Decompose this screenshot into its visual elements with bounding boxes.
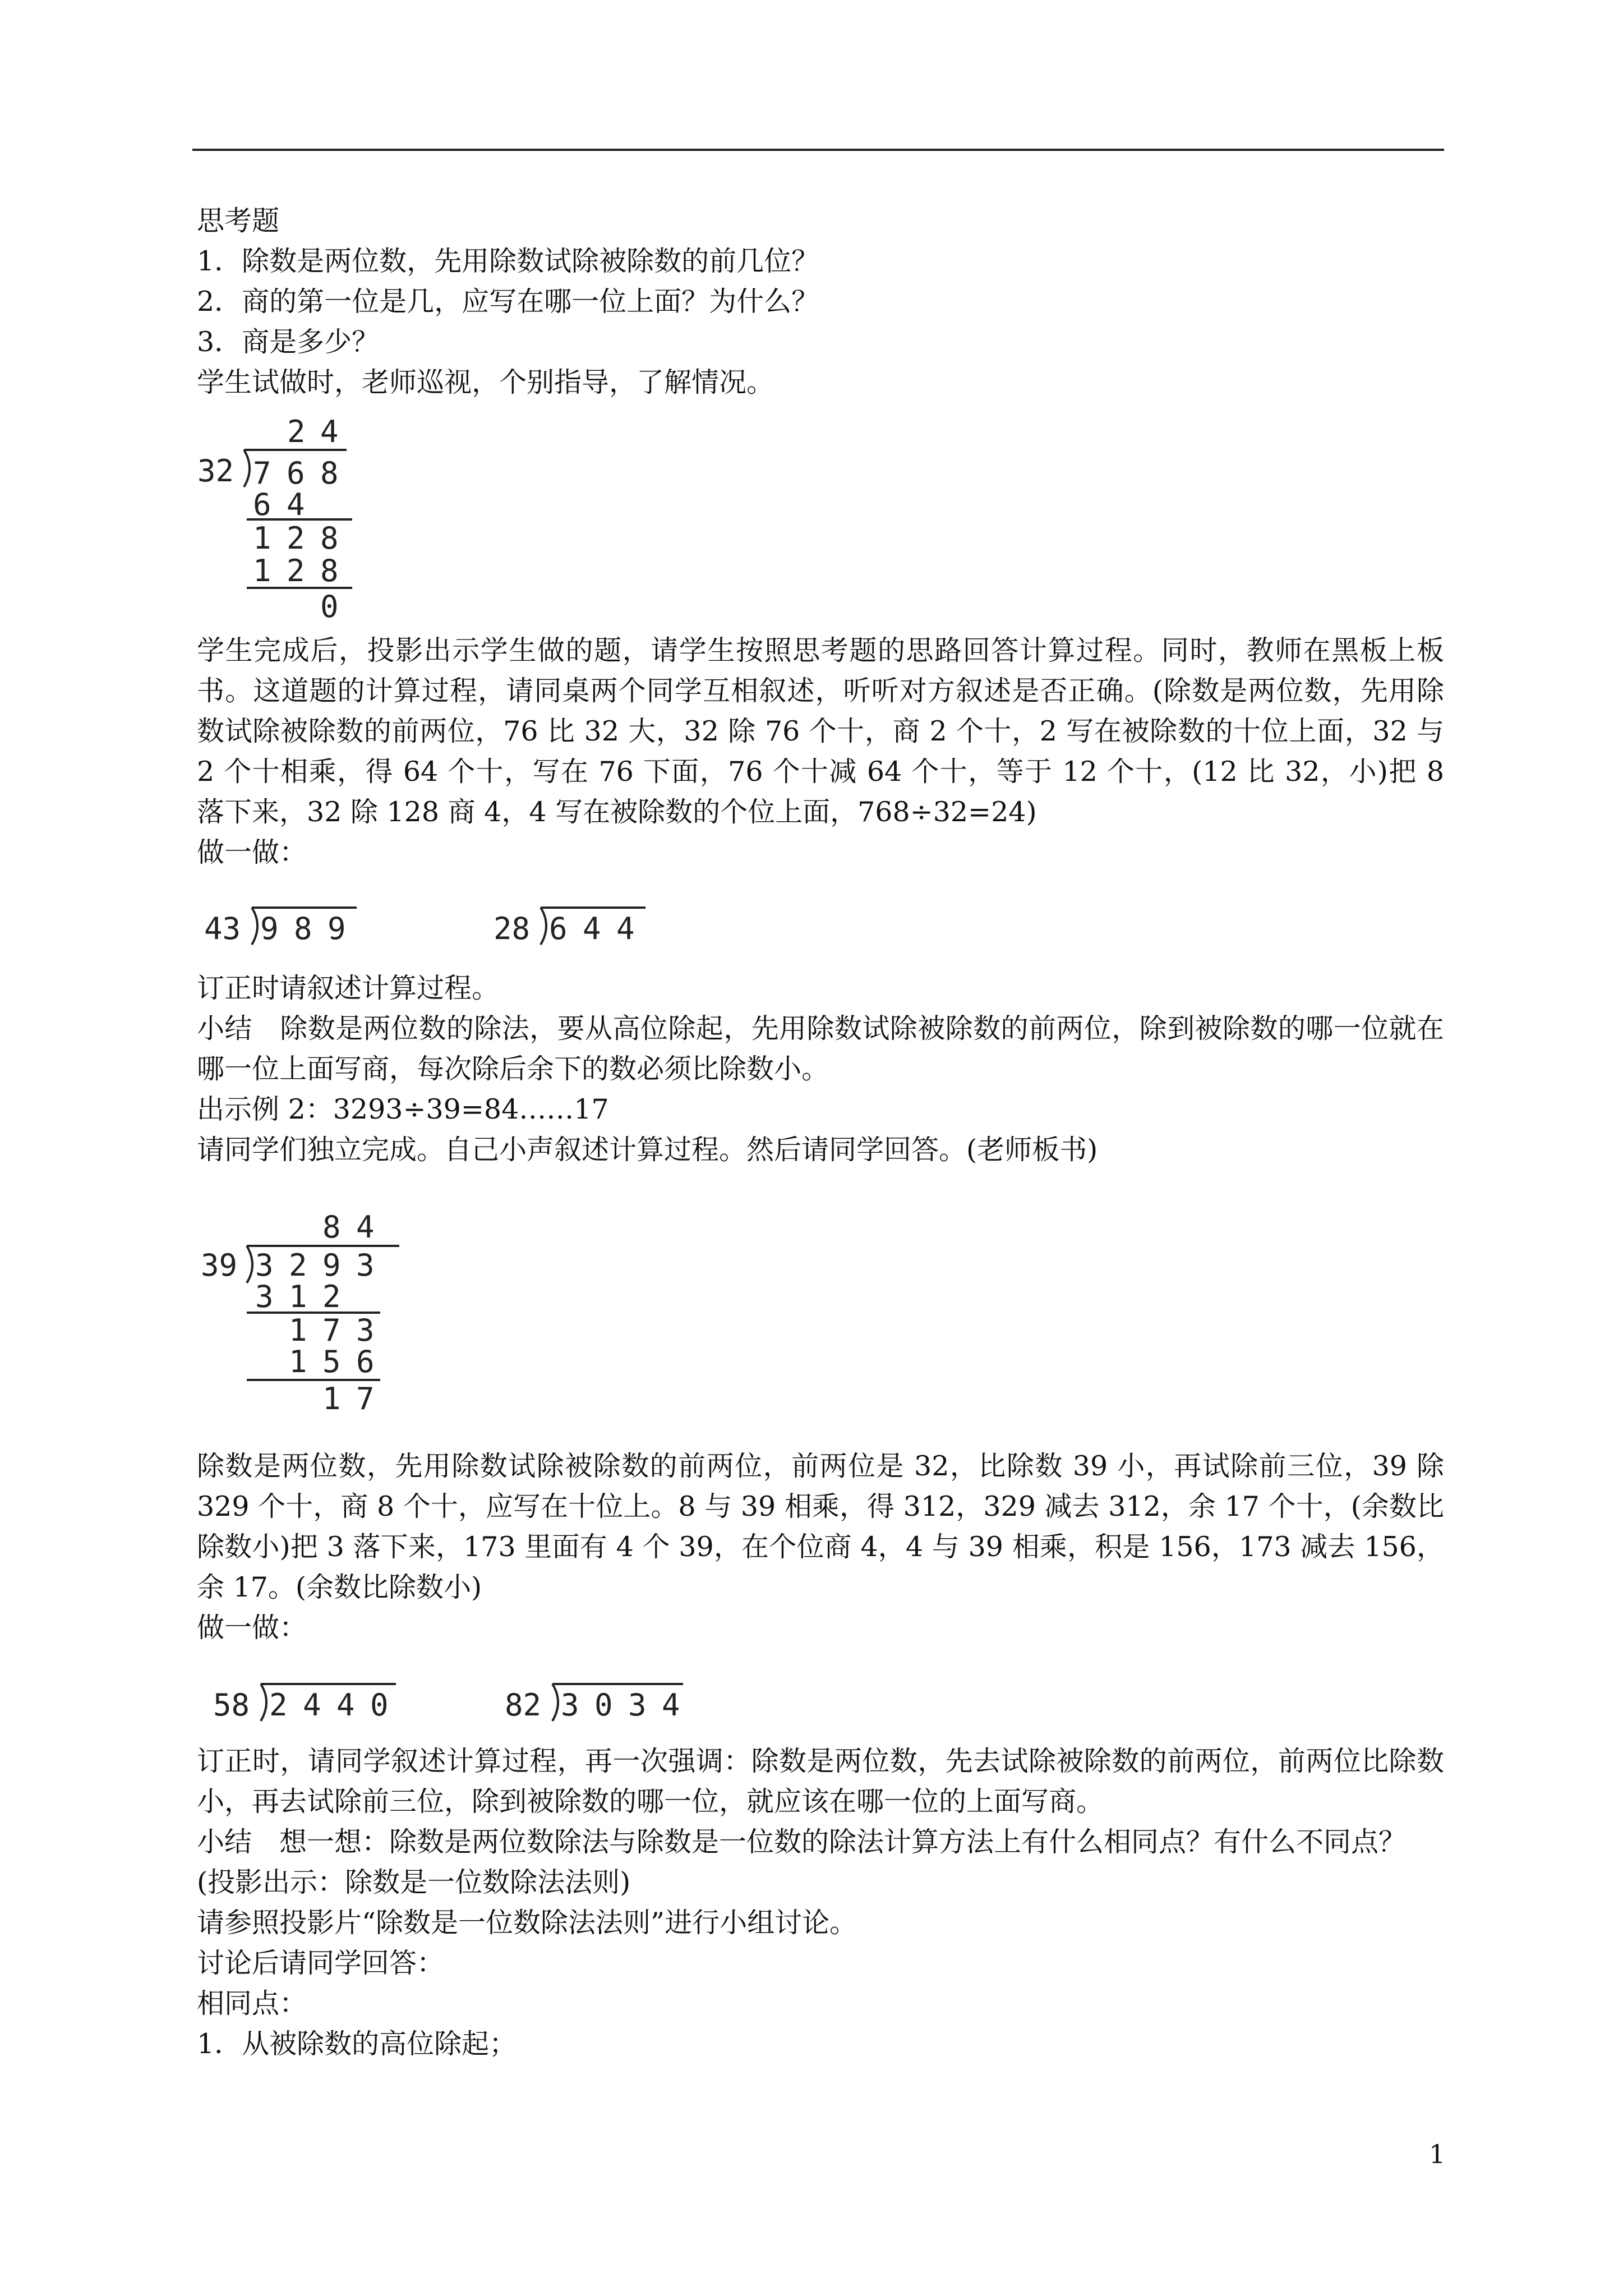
dividend-digit: 7 [253,455,271,491]
step-digit: 2 [287,553,305,588]
dividend-digit: 8 [294,911,312,946]
explanation-paragraph-1: 学生完成后，投影出示学生做的题，请学生按照思考题的思路回答计算过程。同时，教师在黑板上板书。这道题的计算过程，请同桌两个同学互相叙述，听听对方叙述是否正确。(除数是两位数，先用除数试除被除数的前两位，76 比 32 大，32 除 76 个十，商 2 个十，2 写在被除数的十位上面，32 与 2 个十相乘，得 64 个十，写在 76 下面，76 个十减 64 个十，等于 12 个十，(12 比 32，小)把 8 落下来，32 除 128 商 4，4 写在被除数的个位上面，768÷32=24) [197,634,1444,828]
dividend-digit: 6 [549,911,568,946]
think-title: 思考题 [197,205,280,237]
dividend-digit: 4 [583,911,601,946]
dividend-digit: 4 [303,1687,321,1723]
step-digit: 4 [287,487,305,522]
dividend-digit: 4 [336,1687,355,1723]
quotient-digit: 4 [356,1209,375,1245]
example-2: 出示例 2：3293÷39=84……17 [197,1093,609,1125]
quotient-digit: 4 [320,414,339,449]
step-digit: 2 [287,521,305,556]
trial-paragraph: 学生试做时，老师巡视，个别指导，了解情况。 [197,366,774,398]
dividend-digit: 0 [370,1687,389,1723]
explanation-paragraph-2: 除数是两位数，先用除数试除被除数的前两位，前两位是 32，比除数 39 小，再试除前三位，39 除 329 个十，商 8 个十，应写在十位上。8 与 39 相乘，得 312，329 减去 312，余 17 个十，(余数比除数小)把 3 落下来，173 里面有 4 个 39，在个位商 4，4 与 39 相乘，积是 156，173 减去 156，余 17。(余数比除数小) [197,1450,1444,1603]
correction-note-2: 订正时，请同学叙述计算过程，再一次强调：除数是两位数，先去试除被除数的前两位，前两位比除数小，再去试除前三位，除到被除数的哪一位，就应该在哪一位的上面写商。 [197,1745,1444,1818]
dividend-digit: 3 [628,1687,647,1723]
refer-slide: 请参照投影片“除数是一位数除法法则”进行小组讨论。 [197,1907,857,1939]
divisor: 39 [201,1248,238,1283]
step-digit: 3 [356,1313,375,1348]
quotient-digit: 8 [322,1209,341,1245]
step-digit: 1 [289,1313,307,1348]
page-number: 1 [1429,2139,1446,2169]
dividend-digit: 2 [289,1248,307,1283]
step-digit: 6 [356,1344,375,1379]
same-point-1: 1．从被除数的高位除起； [197,2028,517,2060]
step-digit: 1 [289,1279,307,1314]
divisor: 43 [204,911,241,946]
same-points-heading: 相同点： [197,1987,307,2019]
step-digit: 3 [255,1279,274,1314]
divisor: 32 [197,453,234,489]
step-digit: 7 [322,1313,341,1348]
step-digit: 1 [289,1344,307,1379]
step-digit: 1 [253,521,271,556]
step-digit: 2 [322,1279,341,1314]
remainder-digit: 1 [322,1381,341,1416]
divisor: 82 [505,1687,542,1723]
practice-1-label: 做一做： [197,836,307,868]
step-digit: 1 [253,553,271,588]
summary-1: 小结 除数是两位数的除法，要从高位除起，先用除数试除被除数的前两位，除到被除数的哪一位就在哪一位上面写商，每次除后余下的数必须比除数小。 [197,1013,1444,1085]
step-digit: 8 [320,521,339,556]
step-digit: 5 [322,1344,341,1379]
dividend-digit: 4 [662,1687,680,1723]
independent-work: 请同学们独立完成。自己小声叙述计算过程。然后请同学回答。(老师板书) [197,1134,1098,1166]
division-bracket [261,1684,266,1721]
dividend-digit: 0 [594,1687,613,1723]
division-bracket [552,1684,558,1721]
dividend-digit: 3 [356,1248,375,1283]
practice-2-label: 做一做： [197,1612,307,1644]
dividend-digit: 9 [322,1248,341,1283]
discussion-prompt: 讨论后请同学回答： [197,1947,445,1979]
divisor: 28 [494,911,531,946]
correction-note-1: 订正时请叙述计算过程。 [197,972,500,1004]
quotient-digit: 2 [287,414,306,449]
question-3: 3．商是多少？ [197,326,380,358]
dividend-digit: 9 [328,911,346,946]
divisor: 58 [213,1687,250,1723]
question-1: 1．除数是两位数，先用除数试除被除数的前几位？ [197,245,819,277]
summary-2: 小结 想一想：除数是两位数除法与除数是一位数的除法计算方法上有什么相同点？有什么不同点？(投影出示：除数是一位数除法法则) [197,1826,1407,1898]
remainder-digit: 0 [320,589,339,624]
dividend-digit: 6 [287,455,305,491]
dividend-digit: 9 [260,911,279,946]
question-2: 2．商的第一位是几，应写在哪一位上面？为什么？ [197,286,819,318]
dividend-digit: 3 [561,1687,579,1723]
dividend-digit: 2 [269,1687,288,1723]
step-digit: 8 [320,553,339,588]
dividend-digit: 3 [255,1248,274,1283]
dividend-digit: 4 [616,911,635,946]
remainder-digit: 7 [356,1381,375,1416]
step-digit: 6 [253,487,271,522]
dividend-digit: 8 [320,455,339,491]
